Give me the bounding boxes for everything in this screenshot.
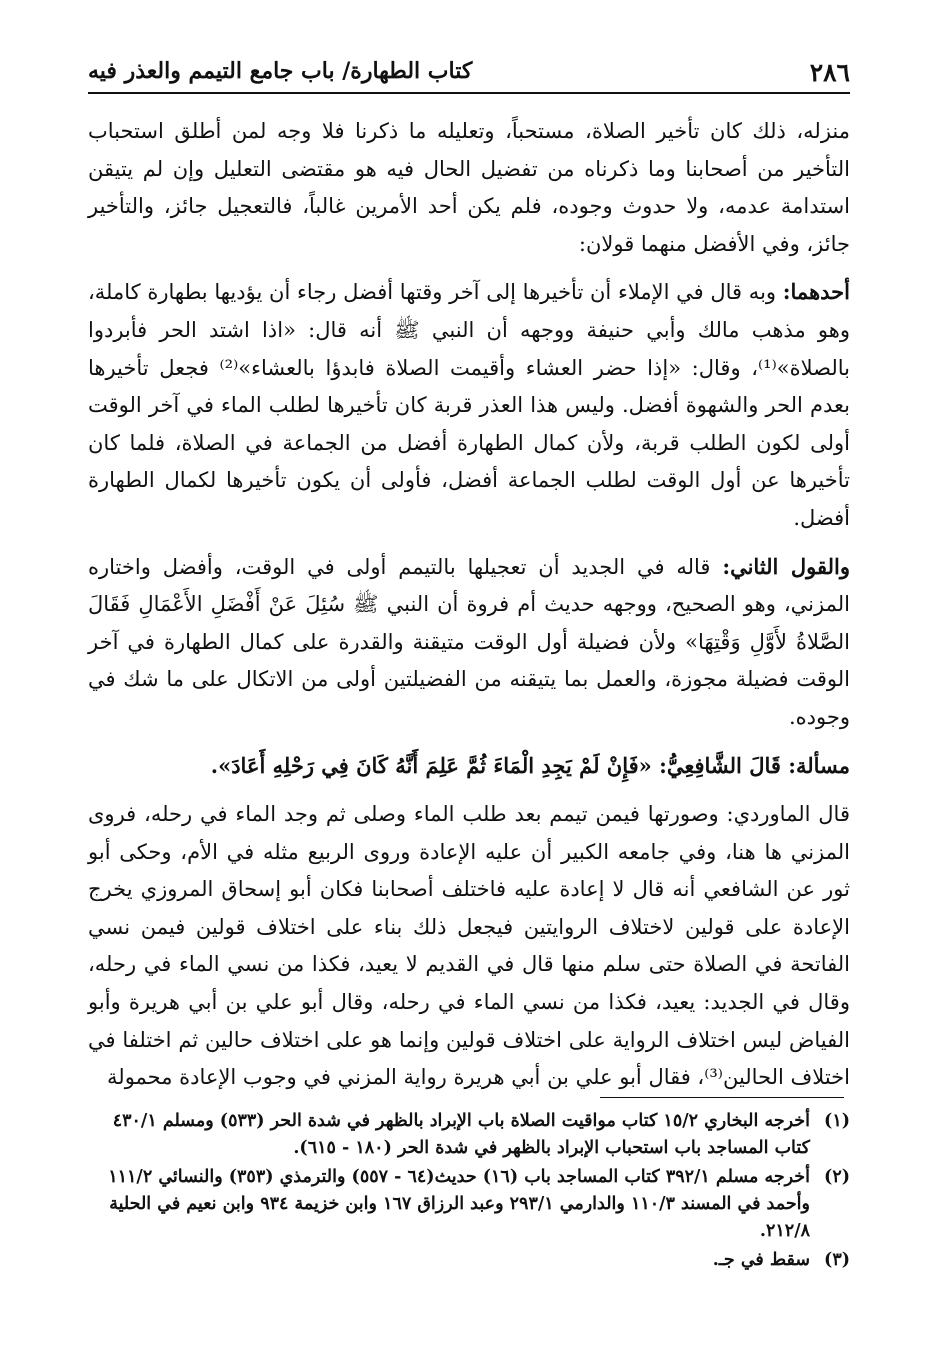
footnote-text: أخرجه البخاري ١٥/٢ كتاب مواقيت الصلاة باب الإبراد بالظهر في شدة الحر (٥٣٣) ومسلم ٤٣٠/١ كتاب المساجد باب استحباب الإبراد بالظهر في شدة الحر (١٨٠ - ٦١٥).	[112, 1111, 810, 1158]
footnote-number: (١)	[824, 1111, 850, 1131]
footnotes	[80, 1108, 850, 1276]
footnote	[80, 1108, 850, 1162]
paragraph-lead: أحدهما:	[782, 279, 850, 305]
paragraph: والقول الثاني: قاله في الجديد أن تعجيلها بالتيمم أولى في الوقت، وأفضل واختاره المزني، وهو الصحيح، ووجهه حديث أم فروة أن النبي ﷺ سُئِلَ عَنْ أَفْضَلِ الأَعْمَالِ فَقَالَ الصَّلاةُ لأَوَّلِ وَقْتِهَا» ولأن فضيلة أول الوقت متيقنة والقدرة على كمال الطهارة في آخر الوقت فضيلة مجوزة، والعمل بما يتيقنه من الفضيلتين أولى من الاتكال على ما شك في وجوده.	[88, 553, 851, 729]
masala-heading: مسألة: قَالَ الشَّافِعِيُّ: «فَإِنْ لَمْ يَجِدِ الْمَاءَ ثُمَّ عَلِمَ أَنَّهُ كَانَ فِي رَحْلِهِ أَعَادَ».	[210, 752, 850, 778]
main-text	[88, 112, 850, 1107]
footnote-separator	[600, 1097, 844, 1098]
footnote-text: أخرجه مسلم ٣٩٢/١ كتاب المساجد باب (١٦) حديث(٦٤ - ٥٥٧) والترمذي (٣٥٣) والنسائي ١١١/٢ وأحمد في المسند ١١٠/٣ والدارمي ٢٩٣/١ وعبد الرزاق ١٦٧ وابن خزيمة ٩٣٤ وابن نعيم في الحلية ٢١٢/٨.	[108, 1167, 810, 1241]
paragraph: أحدهما: وبه قال في الإملاء أن تأخيرها إلى آخر وقتها أفضل رجاء أن يؤديها بطهارة كاملة، وهو مذهب مالك وأبي حنيفة ووجهه أن النبي ﷺ أنه قال: «اذا اشتد الحر فأبردوا بالصلاة»⁽¹⁾، وقال: «إذا حضر العشاء وأقيمت الصلاة فابدؤا بالعشاء»⁽²⁾ فجعل تأخيرها بعدم الحر والشهوة أفضل. وليس هذا العذر قربة كان تأخيرها لطلب الماء في آخر الوقت أولى لكون الطلب قربة، ولأن كمال الطهارة أفضل من الجماعة في الصلاة، فلما كان تأخيرها عن أول الوقت لطلب الجماعة أفضل، فأولى أن يكون تأخيرها لكمال الطهارة أفضل.	[88, 279, 850, 530]
footnote-number: (٣)	[824, 1250, 850, 1270]
paragraph: قال الماوردي: وصورتها فيمن تيمم بعد طلب الماء وصلى ثم وجد الماء في رحله، فروى المزني ها هنا، وفي جامعه الكبير أن عليه الإعادة وروى الربيع مثله في الأم، وحكى أبو ثور عن الشافعي أنه قال لا إعادة عليه فاختلف أصحابنا فكان أبو إسحاق المروزي يخرج الإعادة على قولين لاختلاف الروايتين فيجعل ذلك بناء على اختلاف قولين فيمن نسي الفاتحة في الصلاة حتى سلم منها قال في القديم لا يعيد، فكذا من نسي الماء في رحله، وقال في الجديد: يعيد، فكذا من نسي الماء في رحله، وقال أبو علي بن أبي هريرة وأبو الفياض ليس اختلاف الرواية على اختلاف قولين وإنما هو على اختلاف حالين ثم اختلفا في اختلاف الحالين⁽³⁾، فقال أبو علي بن أبي هريرة رواية المزني في وجوب الإعادة محمولة	[88, 802, 850, 1090]
paragraph-lead: مسألة: قَالَ الشَّافِعِيُّ	[666, 752, 850, 778]
footnote	[80, 1247, 850, 1274]
page-number: ٢٨٦	[809, 58, 850, 87]
paragraph-lead: والقول الثاني:	[722, 553, 851, 579]
paragraph: منزله، ذلك كان تأخير الصلاة، مستحباً، وتعليله ما ذكرنا فلا وجه لمن أطلق استحباب التأخير من أصحابنا وما ذكرناه من تفضيل الحال فيه هو مقتضى التعليل وإن لم يتيقن استدامة عدمه، ولا حدوث وجوده، فلم يكن أحد الأمرين غالباً، فالتعجيل جائز، والتأخير جائز، وفي الأفضل منهما قولان:	[88, 119, 851, 256]
footnote	[80, 1164, 850, 1245]
footnote-text: سقط في جـ.	[712, 1250, 810, 1270]
header-rule	[88, 92, 850, 94]
chapter-title: كتاب الطهارة/ باب جامع التيمم والعذر فيه	[88, 58, 473, 84]
running-header	[88, 52, 850, 98]
footnote-number: (٢)	[824, 1167, 850, 1187]
